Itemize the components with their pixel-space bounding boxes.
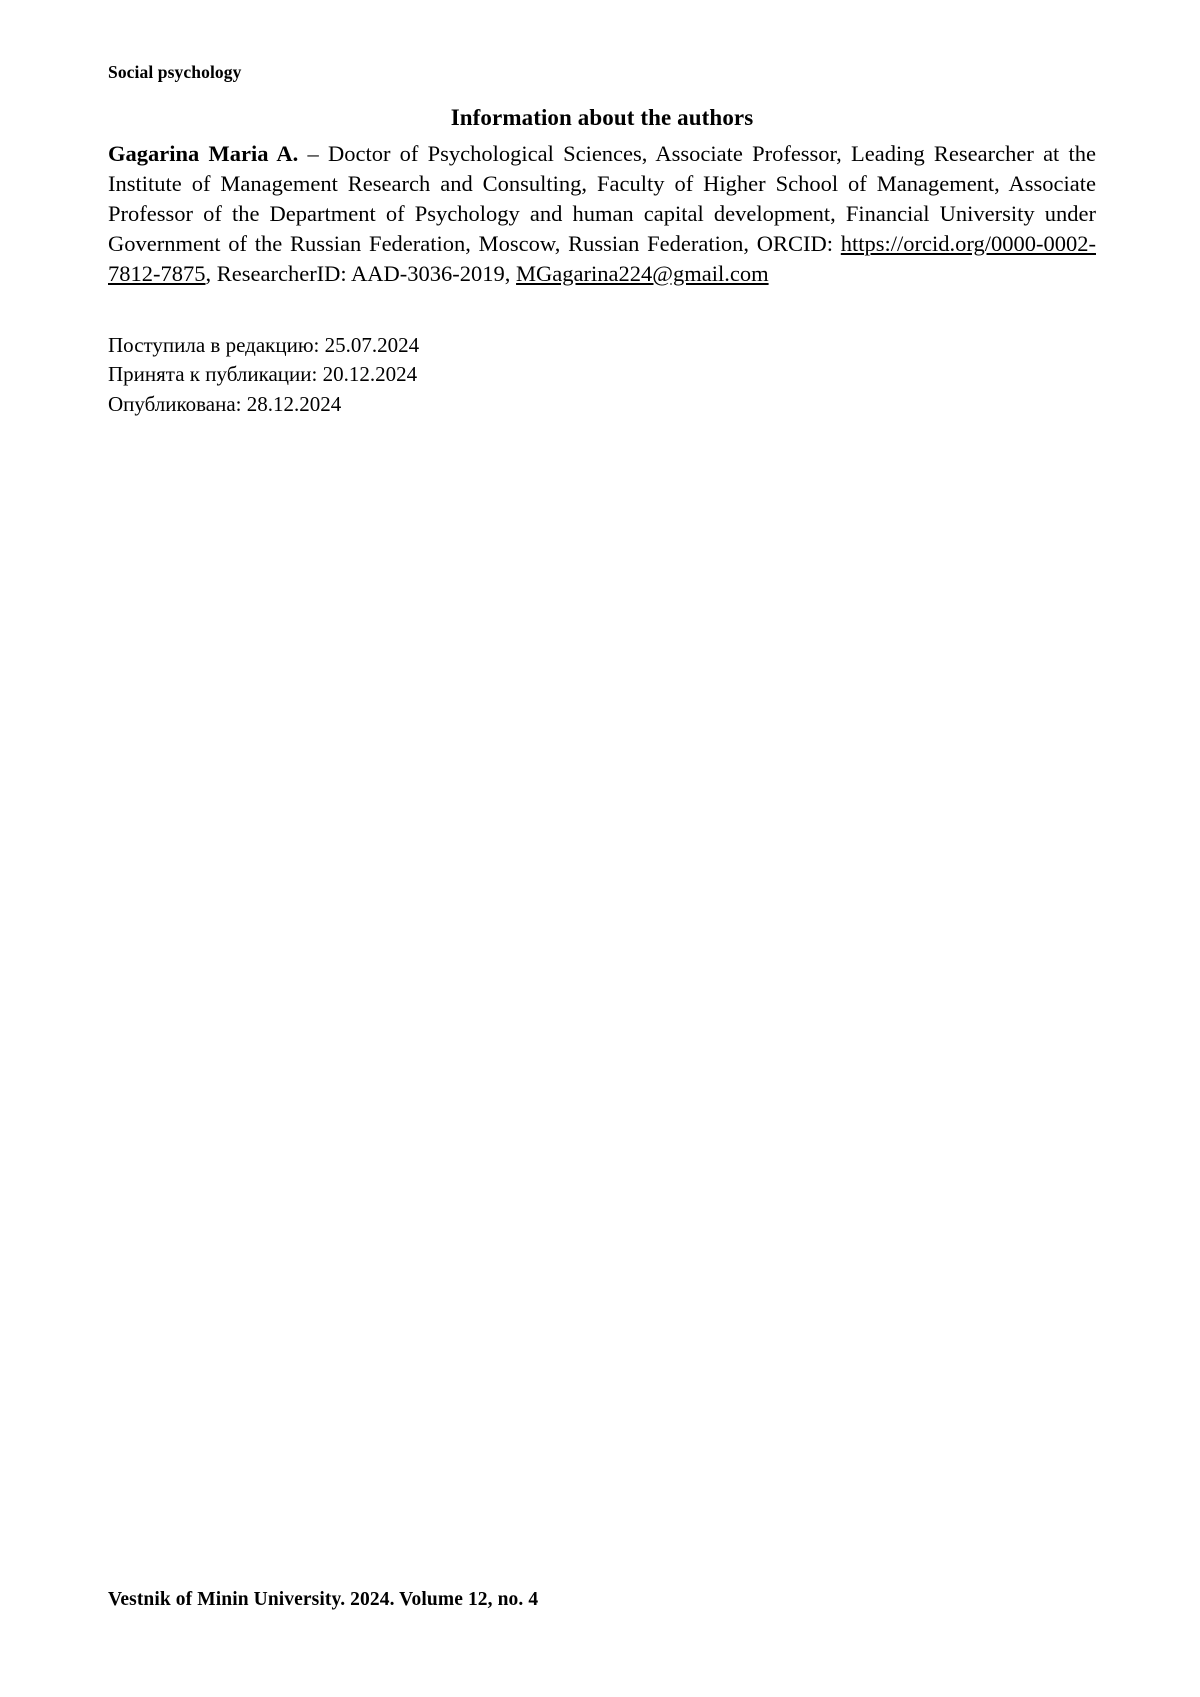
date-received: Поступила в редакцию: 25.07.2024 (108, 332, 420, 357)
author-email-link[interactable]: MGagarina224@gmail.com (516, 260, 769, 286)
publication-dates (108, 331, 1096, 420)
footer-citation: Vestnik of Minin University. 2024. Volume 12, no. 4 (108, 1589, 539, 1610)
author-information-paragraph (108, 139, 1096, 289)
date-accepted: Принята к публикации: 20.12.2024 (108, 362, 418, 387)
author-name: Gagarina Maria A. (108, 141, 299, 166)
running-head: Social psychology (108, 62, 242, 82)
date-published: Опубликована: 28.12.2024 (108, 392, 342, 417)
researcher-id-text: , ResearcherID: AAD-3036-2019, (205, 260, 517, 286)
author-affiliation-text: – Doctor of Psychological Sciences, Associate Professor, Leading Researcher at the Institute of Management Research and Consulting, Faculty of Higher School of Management, Associate Professor of the Department of Psychology and human capital development, Financial University under Government of the Russian Federation, Moscow, Russian Federation, ORCID: (108, 141, 1097, 256)
section-title: Information about the authors (450, 105, 754, 130)
orcid-link[interactable]: https://orcid.org/0000-0002-7812-7875 (108, 230, 1096, 286)
